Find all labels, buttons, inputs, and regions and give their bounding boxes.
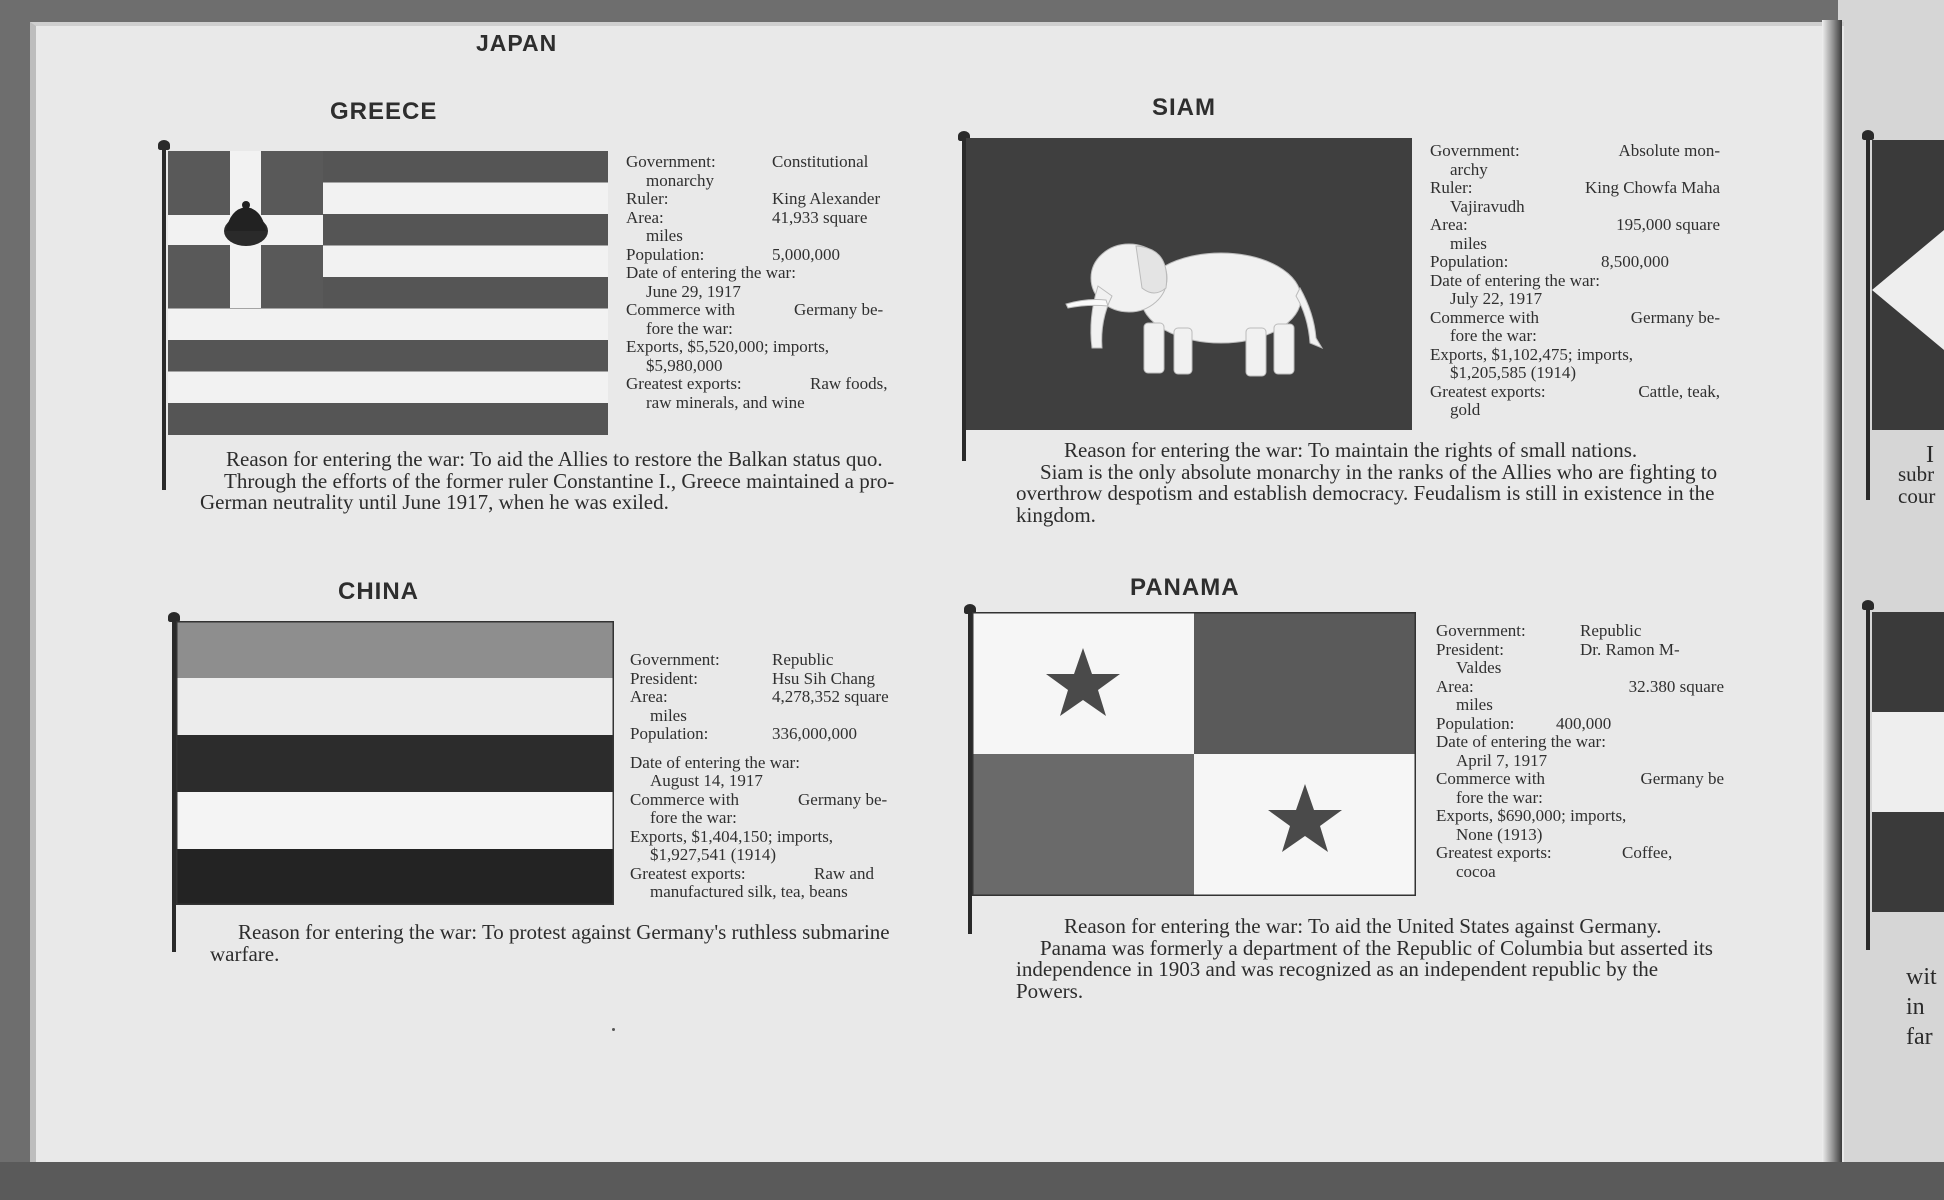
page-bottom-edge bbox=[0, 1162, 1944, 1200]
stats-greece: Government: Constitutional monarchy Ruler: King Alexander Area: 41,933 square miles Population: 5,000,000 Date of entering the war: June 29, 1917 Commerce with Germany be- fore the war: Exports, $5,520,000; imports, $5,980,000 Greatest exports: Raw foods, raw minerals, and wine bbox=[626, 152, 888, 412]
running-header: JAPAN bbox=[476, 30, 558, 56]
section-title-greece: GREECE bbox=[330, 98, 438, 125]
print-speck bbox=[612, 1028, 615, 1031]
section-title-siam: SIAM bbox=[1152, 94, 1216, 121]
next-page-text-line: subr bbox=[1898, 462, 1935, 486]
book-spine bbox=[1822, 20, 1842, 1170]
section-title-china: CHINA bbox=[338, 578, 419, 605]
section-title-panama: PANAMA bbox=[1130, 574, 1240, 601]
next-page-text-line: cour bbox=[1898, 484, 1936, 508]
stats-siam: Government: Absolute mon- archy Ruler: King Chowfa Maha Vajiravudh Area: 195,000 square miles Population: 8,500,000 Date of entering the war: July 22, 1917 Commerce with Germany be- fore the war: Exports, $1,102,475; imports, $1,205,585 (1914) Greatest exports: Cattle, teak, gold bbox=[1430, 141, 1720, 419]
flag-next-page-bottom bbox=[1872, 612, 1944, 912]
next-page-text-line: in bbox=[1906, 994, 1925, 1020]
stats-panama: Government: Republic President: Dr. Ramon M- Valdes Area: 32.380 square miles Population: 400,000 Date of entering the war: April 7, 1917 Commerce with Germany be fore the war: Exports, $690,000; imports, None (1913) Greatest exports: Coffee, cocoa bbox=[1436, 621, 1724, 881]
next-page-text-line: far bbox=[1906, 1024, 1933, 1050]
flag-next-page-top bbox=[1872, 140, 1944, 430]
caption-greece: Reason for entering the war: To aid the Allies to restore the Balkan status quo. Through the efforts of the former ruler Constantine I., Greece maintained a pro-German neutrality until June 1917, when he was exiled. bbox=[200, 447, 895, 514]
caption-panama: Reason for entering the war: To aid the United States against Germany. Panama was formerly a department of the Republic of Columbia but asserted its independence in 1903 and was recognized as an independent republic by the Powers. bbox=[1016, 914, 1713, 1003]
flag-greece bbox=[168, 151, 608, 435]
flag-pole-next-page bbox=[1866, 610, 1870, 950]
caption-siam: Reason for entering the war: To maintain the rights of small nations. Siam is the only absolute monarchy in the ranks of the Allies who are fighting to overthrow despotism and establish democracy. Feudalism is still in existence in the kingdom. bbox=[1016, 438, 1718, 527]
flag-pole-greece bbox=[162, 150, 166, 490]
stats-china: Government: Republic President: Hsu Sih Chang Area: 4,278,352 square miles Population: 336,000,000 Date of entering the war: August 14, 1917 Commerce with Germany be- fore the war: Exports, $1,404,150; imports, $1,927,541 (1914) Greatest exports: Raw and manufactured silk, tea, beans bbox=[630, 650, 889, 901]
next-page-text-line: I bbox=[1926, 442, 1934, 468]
flag-pole-next-page bbox=[1866, 140, 1870, 500]
flag-china bbox=[176, 621, 614, 905]
flag-siam bbox=[966, 138, 1412, 430]
flag-panama bbox=[972, 612, 1416, 896]
caption-china: Reason for entering the war: To protest against Germany's ruthless submarine warfare. bbox=[210, 920, 890, 966]
next-page-text-line: wit bbox=[1906, 964, 1937, 990]
